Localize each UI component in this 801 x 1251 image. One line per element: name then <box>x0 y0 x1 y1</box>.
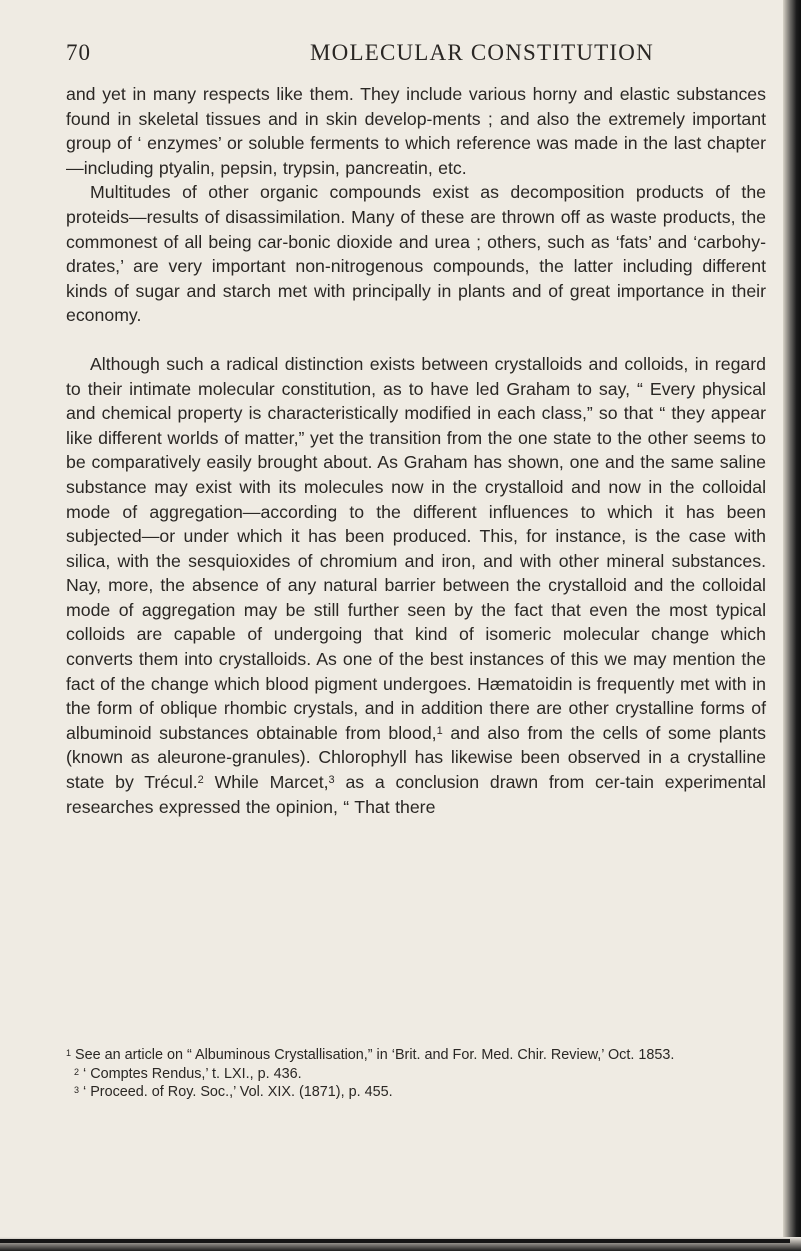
footnote-3-text: ‘ Proceed. of Roy. Soc.,’ Vol. XIX. (1871), p. 455. <box>83 1084 393 1101</box>
footnote-2-text: ‘ Comptes Rendus,’ t. LXI., p. 436. <box>83 1065 302 1082</box>
footnote-3-marker: 3 <box>74 1085 80 1096</box>
bottom-edge-line <box>0 1239 790 1243</box>
page-edge-shadow <box>783 0 801 1251</box>
paragraph-2: Multitudes of other organic compounds exist as decomposition products of the proteids—results of disassimilation. Many of these are thrown off as waste products, the commonest of all being car-bonic dioxide and urea ; others, such as ‘fats’ and ‘carbohy-drates,’ are very important non-nitrogenous compounds, the latter including different kinds of sugar and starch met with principally in plants and of great importance in their economy. <box>66 182 766 326</box>
paragraph-3-text: Although such a radical distinction exists between crystalloids and colloids, in regard to their intimate molecular constitution, as to have led Graham to say, “ Every physical and chemical property is characteristically modified in each class,” so that “ they appear like different worlds of matter,” yet the transition from the one state to the other seems to be comparatively easily brought about. As Graham has shown, one and the same saline substance may exist with its molecules now in the crystalloid and now in the colloidal mode of aggregation—according to the different influences to which it has been subjected—or under which it has been produced. This, for instance, is the case with silica, with the sesquioxides of chromium and iron, and with other mineral substances. Nay, more, the absence of any natural barrier between the crystalloid and the colloidal mode of aggregation may be still further seen by the fact that even the most typical colloids are capable of undergoing that kind of isomeric molecular change which converts them into crystalloids. As one of the best instances of this we may mention the fact of the change which blood pigment undergoes. Hæmatoidin is frequently met with in the form of oblique rhombic crystals, and in addition there are other crystalline forms of albuminoid substances obtainable from blood, <box>66 353 766 743</box>
page-number: 70 <box>66 40 91 65</box>
paragraph-3-cont-3: as a conclusion drawn from cer-tain experimental researches expressed the opinion, “ That there <box>66 772 766 817</box>
footnote-2-marker: 2 <box>74 1066 80 1077</box>
page-header <box>66 40 742 80</box>
paragraph-3 <box>66 352 766 819</box>
paragraph-3-cont-2: While Marcet, <box>203 772 329 793</box>
running-head: MOLECULAR CONSTITUTION <box>310 40 654 65</box>
footnote-2 <box>66 1064 766 1083</box>
footnote-ref-1: 1 <box>436 724 443 737</box>
footnote-1-marker: 1 <box>66 1048 72 1058</box>
paragraph-3-cont-1: and also from the cells of some plants (known as aleurone-granules). Chlorophyll has likewise been observed in a crystalline state by Trécul. <box>66 722 767 793</box>
footnotes <box>66 1045 766 1101</box>
footnote-ref-3: 3 <box>328 774 335 787</box>
footnote-ref-2: 2 <box>197 774 204 787</box>
body-text <box>66 82 766 819</box>
footnote-1-text: See an article on “ Albuminous Crystallisation,” in ‘Brit. and For. Med. Chir. Review,’ Oct. 1853. <box>75 1047 675 1063</box>
paragraph-1: and yet in many respects like them. They include various horny and elastic substances found in skeletal tissues and in skin develop-ments ; and also the extremely important group of ‘ enzymes’ or soluble ferments to which reference was made in the last chapter—including ptyalin, pepsin, trypsin, pancreatin, etc. <box>66 84 766 178</box>
footnote-1 <box>66 1045 766 1064</box>
footnote-3 <box>66 1082 766 1101</box>
